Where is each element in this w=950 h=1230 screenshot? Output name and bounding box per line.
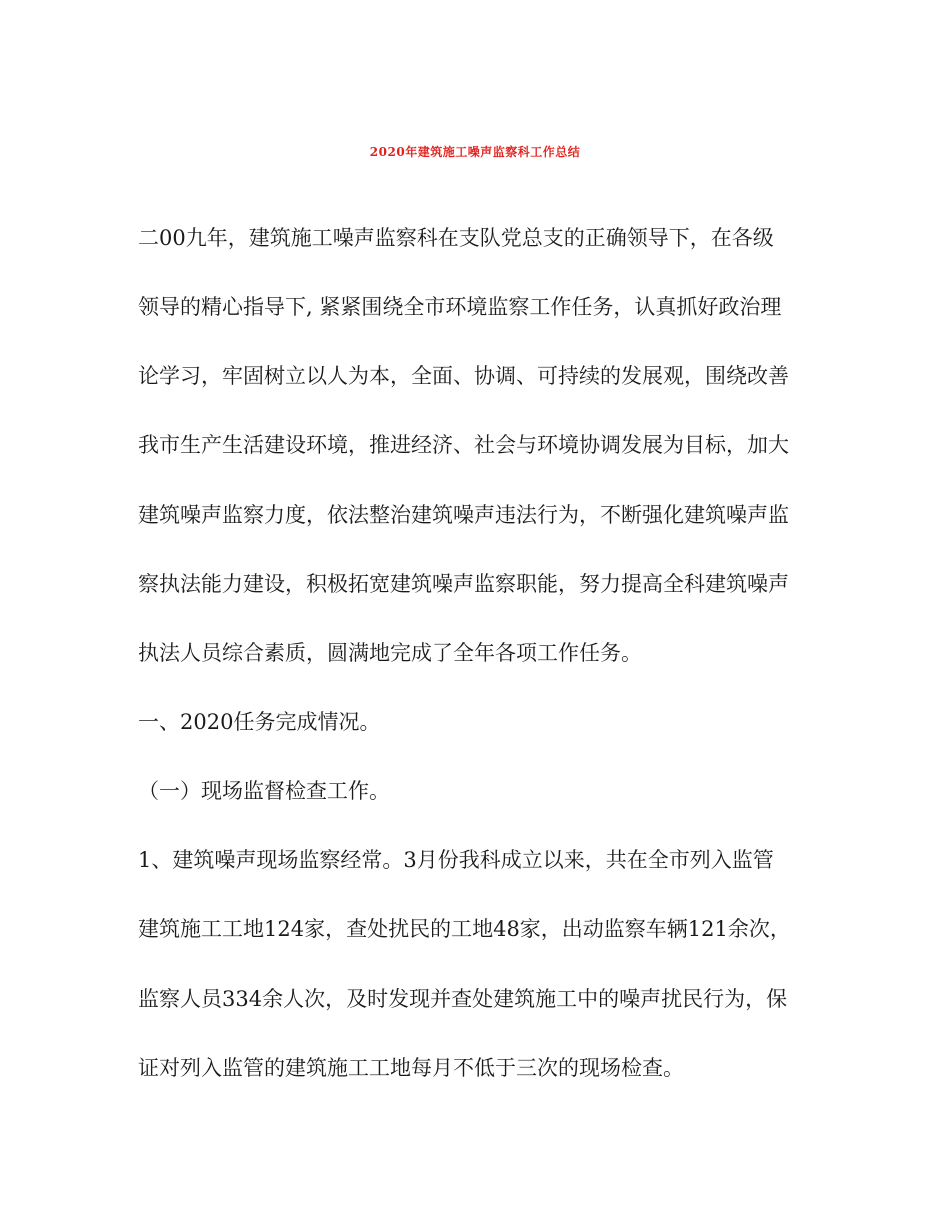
paragraph-line: 建筑施工工地124家，查处扰民的工地48家，出动监察车辆121余次， [138,917,791,941]
section-heading: 一、2020任务完成情况。 [138,710,381,734]
paragraph-line: 领导的精心指导下, 紧紧围绕全市环境监察工作任务，认真抓好政治理 [138,295,782,319]
paragraph-line: 论学习，牢固树立以人为本，全面、协调、可持续的发展观，围绕改善 [138,364,789,388]
paragraph-line: 执法人员综合素质，圆满地完成了全年各项工作任务。 [138,641,642,665]
paragraph-line: 我市生产生活建设环境，推进经济、社会与环境协调发展为目标，加大 [138,433,789,457]
document-title: 2020年建筑施工噪声监察科工作总结 [369,145,581,159]
paragraph-line: 二00九年，建筑施工噪声监察科在支队党总支的正确领导下，在各级 [138,226,774,250]
subsection-heading: （一）现场监督检查工作。 [138,779,390,803]
paragraph-line: 1、建筑噪声现场监察经常。3月份我科成立以来，共在全市列入监管 [138,848,774,872]
paragraph-line: 监察人员334余人次，及时发现并查处建筑施工中的噪声扰民行为，保 [138,987,788,1011]
paragraph-line: 证对列入监管的建筑施工工地每月不低于三次的现场检查。 [138,1056,684,1080]
paragraph-line: 建筑噪声监察力度，依法整治建筑噪声违法行为，不断强化建筑噪声监 [138,503,789,527]
paragraph-line: 察执法能力建设，积极拓宽建筑噪声监察职能，努力提高全科建筑噪声 [138,572,789,596]
